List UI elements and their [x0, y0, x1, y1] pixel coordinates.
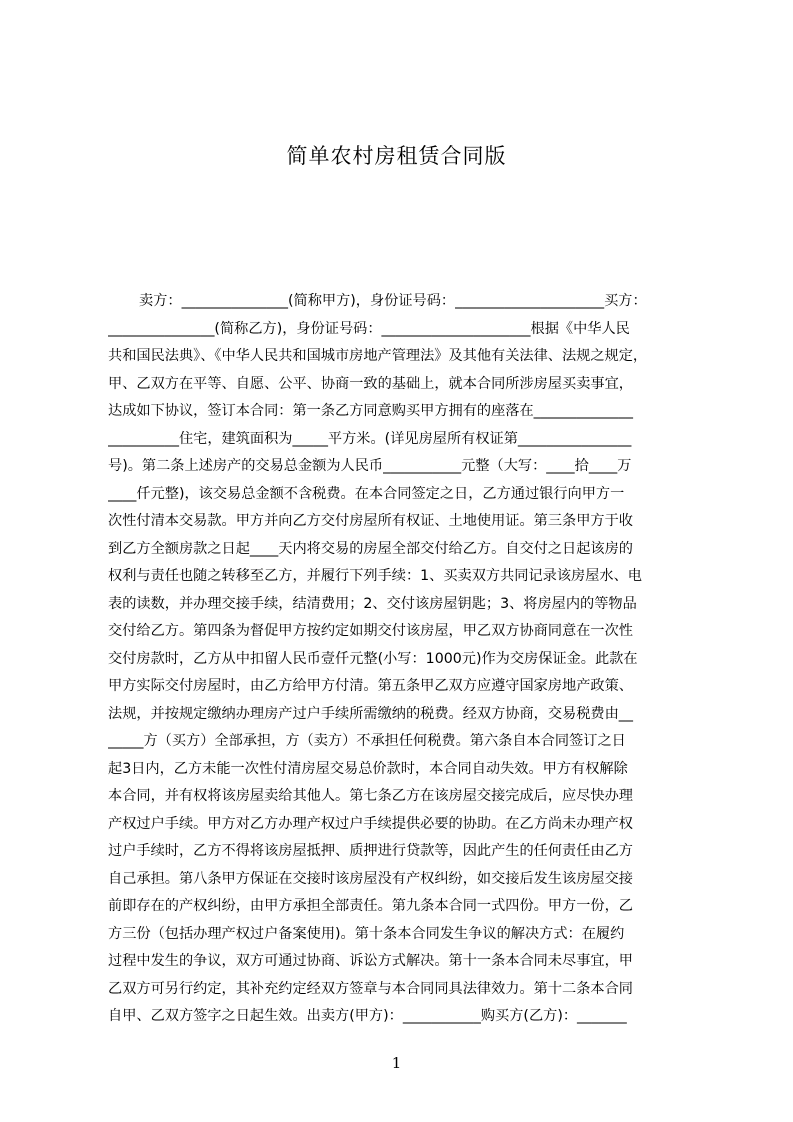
body-line: 共和国民法典》、《中华人民共和国城市房地产管理法》及其他有关法律、法规之规定，	[108, 348, 648, 364]
body-line: 自甲、乙双方签字之日起生效。出卖方(甲方)：___________购买方(乙方)：_______	[108, 1008, 627, 1024]
page-number: 1	[391, 1054, 402, 1072]
body-line: 过程中发生的争议，双方可通过协商、诉讼方式解决。第十一条本合同未尽事宜，甲	[108, 953, 633, 969]
body-line: 过户手续时，乙方不得将该房屋抵押、质押进行贷款等，因此产生的任何责任由乙方	[108, 843, 633, 859]
body-line: 甲、乙双方在平等、自愿、公平、协商一致的基础上，就本合同所涉房屋买卖事宜，	[108, 375, 633, 392]
body-line: ____仟元整)，该交易总金额不含税费。在本合同签定之日，乙方通过银行向甲方一	[108, 485, 625, 502]
body-line: 权利与责任也随之转移至乙方，并履行下列手续：1、买卖双方共同记录该房屋水、电	[108, 568, 642, 584]
body-line: 到乙方全额房款之日起____天内将交易的房屋全部交付给乙方。自交付之日起该房的	[108, 540, 633, 557]
body-line: 方三份（包括办理产权过户备案使用)。第十条本合同发生争议的解决方式：在履约	[108, 925, 625, 942]
body-line: 卖方：_______________(简称甲方)，身份证号码：_____________________买方：	[139, 293, 647, 309]
body-line: 乙双方可另行约定，其补充约定经双方签章与本合同同具法律效力。第十二条本合同	[108, 980, 633, 997]
body-line: 甲方实际交付房屋时，由乙方给甲方付清。第五条甲乙双方应遵守国家房地产政策、	[108, 678, 633, 694]
body-line: 交付房款时，乙方从中扣留人民币壹仟元整(小写：1000元)作为交房保证金。此款在	[108, 650, 638, 667]
contract-body	[108, 288, 698, 1031]
body-line: 达成如下协议，签订本合同：第一条乙方同意购买甲方拥有的座落在______________	[108, 403, 633, 419]
body-line: 本合同，并有权将该房屋卖给其他人。第七条乙方在该房屋交接完成后，应尽快办理	[108, 788, 633, 804]
body-line: 表的读数，并办理交接手续，结清费用；2、交付该房屋钥匙；3、将房屋内的等物品	[108, 595, 637, 612]
body-line: 号)。第二条上述房产的交易总金额为人民币___________元整（大写：____拾____万	[108, 458, 632, 474]
body-line: 起3日内，乙方未能一次性付清房屋交易总价款时，本合同自动失效。甲方有权解除	[108, 760, 628, 777]
body-line: 自己承担。第八条甲方保证在交接时该房屋没有产权纠纷，如交接后发生该房屋交接	[108, 870, 633, 887]
body-line: __________住宅，建筑面积为_____平方米。(详见房屋所有权证第________________	[108, 430, 632, 447]
body-line: _____方（买方）全部承担，方（卖方）不承担任何税费。第六条自本合同签订之日	[108, 733, 626, 749]
body-line: 产权过户手续。甲方对乙方办理产权过户手续提供必要的协助。在乙方尚未办理产权	[108, 815, 633, 832]
body-line: _______________(简称乙方)，身份证号码：_____________________根据《中华人民	[108, 320, 630, 337]
body-line: 法规，并按规定缴纳办理房产过户手续所需缴纳的税费。经双方协商，交易税费由__	[108, 705, 633, 722]
body-line: 前即存在的产权纠纷，由甲方承担全部责任。第九条本合同一式四份。甲方一份，乙	[108, 898, 633, 914]
body-line: 次性付清本交易款。甲方并向乙方交付房屋所有权证、土地使用证。第三条甲方于收	[108, 513, 633, 529]
body-line: 交付给乙方。第四条为督促甲方按约定如期交付该房屋，甲乙双方协商同意在一次性	[108, 623, 633, 639]
document-title: 简单农村房租赁合同版	[286, 144, 507, 168]
